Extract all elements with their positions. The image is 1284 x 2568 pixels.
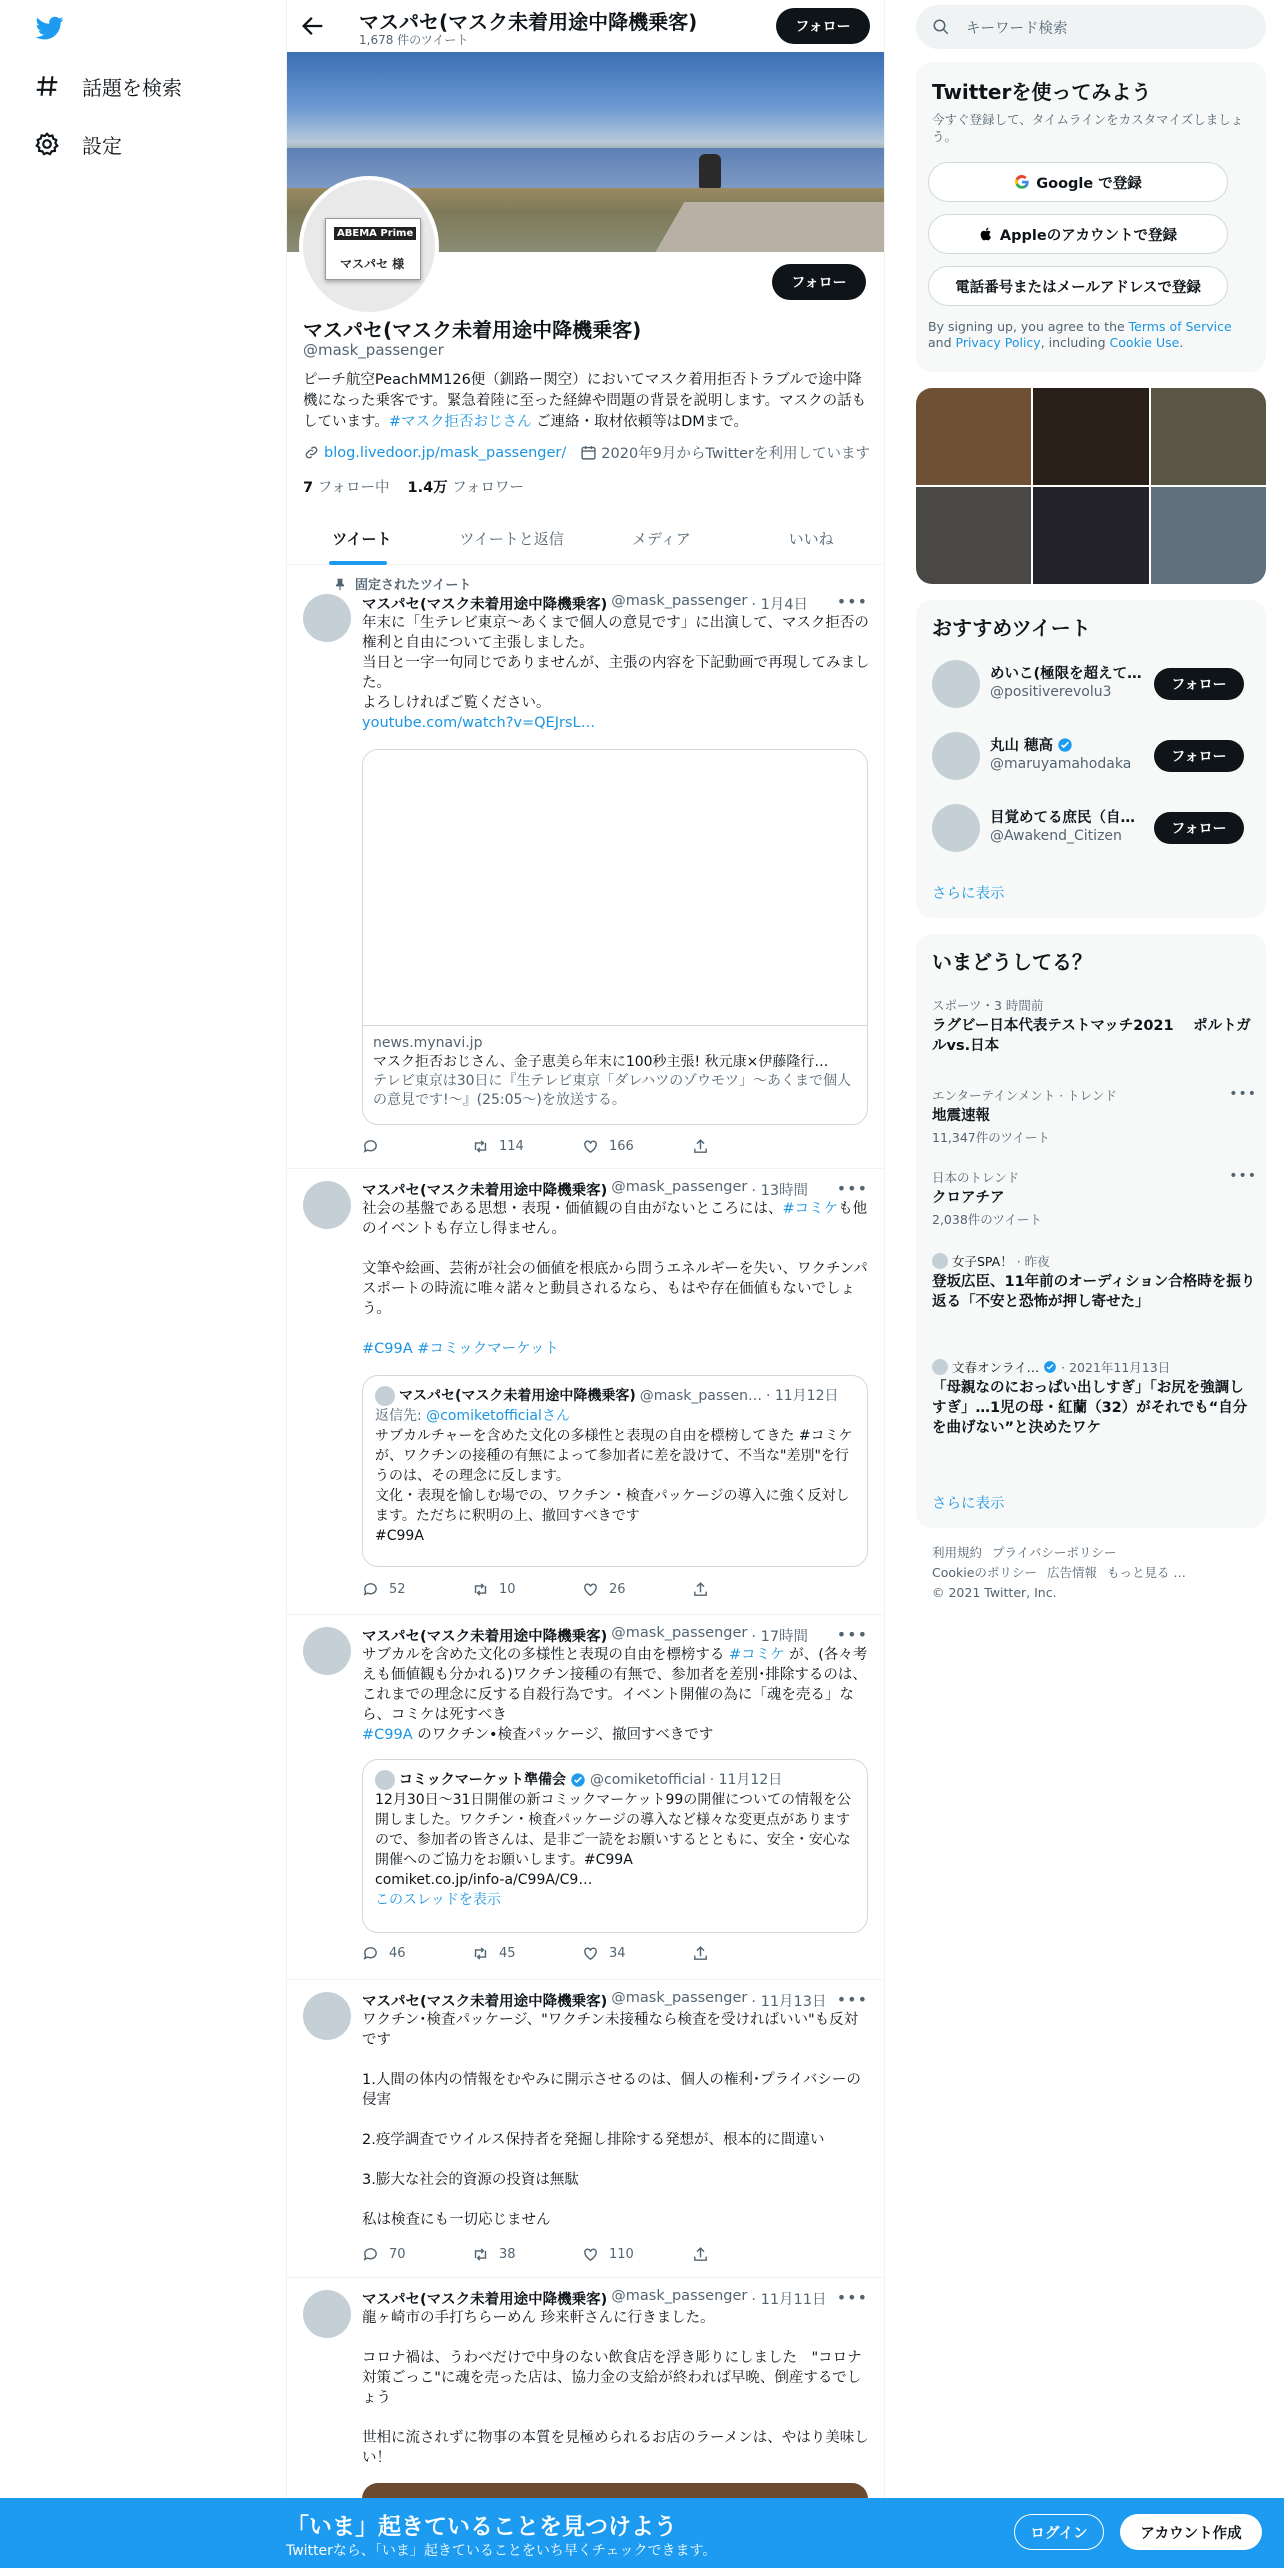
profile-handle: @mask_passenger (303, 341, 444, 359)
suggested-users-panel (916, 600, 1266, 918)
tweet-text: 社会の基盤である思想・表現・価値観の自由がないところには、#コミケも他のイベントも存立し得ません。 文筆や絵画、芸術が社会の価値を根底から問うエネルギーを失い、ワクチンパスポートの時流に唯々諾々と動員されるなら、もはや存在価値もないでしょう。 #C99A #コミックマーケット (362, 1201, 868, 1357)
trends-show-more-link[interactable]: さらに表示 (932, 1496, 1005, 1512)
apple-signup-button[interactable]: Appleのアカウントで登録 (928, 214, 1228, 254)
heart-icon (582, 1138, 599, 1155)
heart-icon (582, 2246, 599, 2263)
trend-title: 地震速報 (932, 1108, 990, 1124)
share-button[interactable] (692, 2246, 802, 2263)
trends-panel (916, 934, 1266, 1528)
quote-reply-to: 返信先: @comiketofficialさん (375, 1408, 570, 1424)
retweet-button[interactable]: 10 (472, 1581, 582, 1598)
suggested-user[interactable] (932, 800, 1262, 856)
trend-count: 11,347件のツイート (932, 1130, 1050, 1145)
tweet-author-handle[interactable]: @mask_passenger (611, 1625, 748, 1641)
tweet-more-icon[interactable]: ••• (836, 592, 868, 611)
like-button[interactable]: 26 (582, 1581, 692, 1598)
link-card-title: マスク拒否おじさん、金子恵美ら年末に100秒主張! 秋元康×伊藤隆行… (373, 1054, 829, 1070)
tweet-time[interactable]: · 11月13日 (751, 1994, 827, 2010)
footer-privacy-link[interactable]: プライバシーポリシー (992, 1545, 1117, 1560)
suggested-follow-button[interactable]: フォロー (1154, 812, 1244, 844)
quote-time: · 11月12日 (765, 1388, 839, 1404)
profile-media-grid (916, 388, 1266, 584)
twitter-logo-icon[interactable] (34, 14, 66, 42)
link-card-description: テレビ東京は30日に『生テレビ東京「ダレハツのゾウモツ」～あくまで個人の意見です!～』(25:05～)を放送する。 (373, 1073, 851, 1108)
tweet-avatar[interactable] (303, 1181, 351, 1229)
like-button[interactable]: 110 (582, 2246, 692, 2263)
like-button[interactable]: 166 (582, 1138, 692, 1155)
header-tweet-count: 1,678 件のツイート (359, 33, 469, 47)
tweet-author-name[interactable]: マスパセ(マスク未着用途中降機乗客) (362, 1629, 608, 1645)
suggested-user[interactable] (932, 728, 1262, 784)
retweet-button[interactable]: 114 (472, 1138, 582, 1155)
reply-icon (362, 1945, 379, 1962)
profile-follow-button[interactable]: フォロー (772, 264, 866, 300)
tweet-time[interactable]: · 17時間 (751, 1629, 809, 1645)
share-icon (692, 2246, 709, 2263)
suggested-handle: @Awakend_Citizen (990, 828, 1122, 844)
tweet-author-handle[interactable]: @mask_passenger (611, 1990, 748, 2006)
hashtag-link[interactable]: #コミケ (728, 1647, 785, 1663)
apple-icon (979, 226, 994, 242)
retweet-icon (472, 2246, 489, 2263)
left-nav (0, 0, 286, 2500)
profile-avatar[interactable] (299, 176, 439, 316)
verified-badge-icon (1057, 737, 1073, 753)
suggested-handle: @maruyamahodaka (990, 756, 1132, 772)
retweet-button[interactable]: 38 (472, 2246, 582, 2263)
hashtag-icon (34, 73, 60, 99)
quote-text: 12月30日～31日開催の新コミックマーケット99の開催についての情報を公開しました。ワクチン・検査パッケージの導入など様々な変更点がありますので、参加者の皆さんは、是非ご一読をお願いするとともに、安全・安心な開催へのご協力をお願いします。#C99A comiket.co.jp/info-a/C99A/C9… (375, 1792, 851, 1888)
reply-button[interactable] (362, 1138, 472, 1155)
header-profile-name: マスパセ(マスク未着用途中降機乗客) (359, 10, 698, 34)
tab-media[interactable]: メディア (631, 530, 691, 548)
reply-button[interactable]: 46 (362, 1945, 472, 1962)
footer-copyright: © 2021 Twitter, Inc. (932, 1585, 1057, 1600)
trend-item[interactable] (932, 1168, 1257, 1228)
google-icon (1014, 174, 1030, 190)
retweet-button[interactable]: 45 (472, 1945, 582, 1962)
share-icon (692, 1581, 709, 1598)
suggested-name: 目覚めてる庶民（自… (990, 810, 1135, 826)
share-icon (692, 1138, 709, 1155)
create-account-button[interactable]: アカウント作成 (1120, 2514, 1262, 2550)
reply-icon (362, 2246, 379, 2263)
quote-author-handle: @mask_passen… (639, 1388, 762, 1404)
quoted-tweet[interactable] (362, 1375, 868, 1567)
pinned-indicator: 固定されたツイート (333, 574, 471, 593)
media-thumbnail[interactable] (916, 388, 1031, 485)
nav-settings[interactable] (34, 124, 122, 164)
verified-badge-icon (1043, 1360, 1057, 1374)
reply-button[interactable]: 52 (362, 1581, 472, 1598)
reply-icon (362, 1138, 379, 1155)
pin-icon (333, 577, 347, 591)
show-thread-link[interactable]: このスレッドを表示 (375, 1892, 501, 1908)
trend-news-item[interactable] (932, 1252, 1257, 1312)
signup-terms: By signing up, you agree to the Terms of Service and Privacy Policy, including Cookie Use. (928, 319, 1232, 350)
footer-links (932, 1543, 1252, 1603)
hashtag-link[interactable]: #コミケ (782, 1201, 839, 1217)
link-card-image (363, 750, 867, 1026)
trend-meta: 日本のトレンド (932, 1170, 1020, 1185)
tweet-author-name[interactable]: マスパセ(マスク未着用途中降機乗客) (362, 597, 608, 613)
tweet-avatar[interactable] (303, 1627, 351, 1675)
tweet-avatar[interactable] (303, 594, 351, 642)
heart-icon (582, 1945, 599, 1962)
profile-tabs (287, 513, 885, 565)
tweet-author-handle[interactable]: @mask_passenger (611, 593, 748, 609)
suggested-follow-button[interactable]: フォロー (1154, 668, 1244, 700)
tweet-item[interactable] (287, 2278, 885, 2500)
calendar-icon (580, 444, 597, 461)
trend-meta: 女子SPA！ · 昨夜 (932, 1252, 1257, 1270)
footer-terms-link[interactable]: 利用規約 (932, 1545, 983, 1560)
suggested-avatar[interactable] (932, 660, 980, 708)
tweet-time[interactable]: · 11月11日 (751, 2292, 827, 2308)
suggested-name: めいこ(極限を超えて… (990, 666, 1142, 682)
tweet-link[interactable]: youtube.com/watch?v=QEJrsL… (362, 715, 596, 731)
quote-text: サブカルチャーを含めた文化の多様性と表現の自由を標榜してきた #コミケ が、ワクチンの接種の有無によって参加者に差を設けて、不当な"差別"を行うのは、その理念に反します。 文化・表現を愉しむ場での、ワクチン・検査パッケージの導入に強く反対します。ただちに釈明の上、撤回すべきです #C99A (375, 1428, 853, 1544)
quote-author-name: コミックマーケット準備会 (399, 1772, 567, 1788)
signup-subtitle: 今すぐ登録して、タイムラインをカスタマイズしましょう。 (932, 112, 1244, 144)
bottom-signup-bar (0, 2498, 1284, 2568)
nav-explore[interactable] (34, 66, 182, 106)
trend-item[interactable] (932, 1086, 1257, 1146)
trend-more-icon[interactable]: ••• (1229, 1168, 1257, 1184)
suggested-avatar[interactable] (932, 732, 980, 780)
suggested-show-more-link[interactable]: さらに表示 (932, 886, 1005, 902)
hashtag-link[interactable]: #C99A (362, 1727, 413, 1743)
tab-tweets-and-replies[interactable]: ツイートと返信 (459, 530, 564, 548)
hashtag-link[interactable]: #C99A #コミックマーケット (362, 1341, 559, 1357)
quote-avatar (375, 1770, 395, 1790)
gear-icon (34, 131, 60, 157)
profile-timeline (286, 0, 885, 2500)
signup-title: Twitterを使ってみよう (932, 80, 1152, 104)
tweet-more-icon[interactable]: ••• (836, 1990, 868, 2009)
search-icon (932, 18, 950, 36)
share-button[interactable] (692, 1581, 802, 1598)
reply-button[interactable]: 70 (362, 2246, 472, 2263)
suggested-title: おすすめツイート (932, 616, 1091, 640)
profile-joined-date: 2020年9月からTwitterを利用しています (601, 446, 871, 462)
trend-count: 2,038件のツイート (932, 1212, 1042, 1227)
tweet-time[interactable]: · 13時間 (751, 1183, 809, 1199)
reply-icon (362, 1581, 379, 1598)
trend-meta: 文春オンライ… · 2021年11月13日 (932, 1358, 1257, 1376)
verified-badge-icon (570, 1772, 586, 1788)
privacy-policy-link[interactable]: Privacy Policy (955, 335, 1041, 350)
back-arrow-icon[interactable] (299, 12, 327, 40)
search-placeholder: キーワード検索 (966, 20, 1068, 37)
share-icon (692, 1945, 709, 1962)
google-signup-button[interactable]: Google で登録 (928, 162, 1228, 202)
signup-panel (916, 62, 1266, 372)
tweet-item[interactable] (287, 566, 885, 1169)
footer-cookie-link[interactable]: Cookieのポリシー (932, 1565, 1037, 1580)
share-button[interactable] (692, 1138, 802, 1155)
tweet-avatar[interactable] (303, 1992, 351, 2040)
tweet-author-name[interactable]: マスパセ(マスク未着用途中降機乗客) (362, 2292, 608, 2308)
media-thumbnail[interactable] (1033, 487, 1148, 584)
media-thumbnail[interactable] (1151, 388, 1266, 485)
tweet-item[interactable] (287, 1980, 885, 2278)
login-button[interactable]: ログイン (1014, 2514, 1104, 2550)
profile-bio: ピーチ航空PeachMM126便（釧路ー関空）においてマスク着用拒否トラブルで途中降機になった乗客です。緊急着陸に至った経緯や問題の背景を説明します。マスクの話もしています。#マスク拒否おじさん ご連絡・取材依頼等はDMまで。 (303, 372, 867, 430)
tweet-actions (362, 1581, 802, 1598)
source-avatar (932, 1359, 948, 1375)
link-card-domain: news.mynavi.jp (373, 1035, 483, 1051)
profile-name: マスパセ(マスク未着用途中降機乗客) (303, 318, 642, 342)
tweet-more-icon[interactable]: ••• (836, 1625, 868, 1644)
tweet-actions (362, 1945, 802, 1962)
bottom-bar-title: 「いま」起きていることを見つけよう (286, 2514, 677, 2540)
trends-title: いまどうしてる？ (932, 950, 1092, 974)
tweet-item[interactable] (287, 1169, 885, 1615)
quote-author-handle: @comiketofficial (590, 1772, 706, 1788)
media-thumbnail[interactable] (1151, 487, 1266, 584)
tweet-text: 年末に「生テレビ東京〜あくまで個人の意見です」に出演して、マスク拒否の権利と自由について主張しました。 当日と一字一句同じでありませんが、主張の内容を下記動画で再現してみました。 よろしければご覧ください。 (362, 615, 870, 711)
header-follow-button[interactable]: フォロー (776, 8, 870, 44)
footer-ads-link[interactable]: 広告情報 (1046, 1565, 1097, 1580)
tweet-author-handle[interactable]: @mask_passenger (611, 2288, 748, 2304)
source-avatar (932, 1253, 948, 1269)
tab-tweets[interactable]: ツイート (287, 513, 437, 564)
tweet-text: サブカルを含めた文化の多様性と表現の自由を標榜する #コミケ が、(各々考えも価値観も分かれる)ワクチン接種の有無で、参加者を差別･排除するのは、これまでの理念に反する自殺行為です。イベント開催の為に「魂を売る」なら、コミケは死すべき #C99A のワクチン•検査パッケージ、撤回すべきです (362, 1647, 868, 1743)
trend-more-icon[interactable]: ••• (1229, 1086, 1257, 1102)
link-preview-card[interactable] (362, 749, 868, 1125)
tweet-actions (362, 1138, 802, 1155)
trend-news-item[interactable] (932, 1358, 1257, 1438)
followers-link[interactable]: 1.4万 フォロワー (407, 480, 525, 496)
tab-likes[interactable]: いいね (788, 530, 834, 548)
trend-title: 登坂広臣、11年前のオーディション合格時を振り返る「不安と恐怖が押し寄せた」 (932, 1274, 1256, 1310)
quote-time: · 11月12日 (709, 1772, 783, 1788)
share-button[interactable] (692, 1945, 802, 1962)
tweet-actions (362, 2246, 802, 2263)
media-thumbnail[interactable] (916, 487, 1031, 584)
profile-header-bar (287, 0, 885, 52)
terms-of-service-link[interactable]: Terms of Service (1128, 319, 1232, 334)
trend-title: クロアチア (932, 1190, 1005, 1206)
tweet-author-handle[interactable]: @mask_passenger (611, 1179, 748, 1195)
link-icon (303, 444, 320, 461)
tweet-text: ワクチン･検査パッケージ、"ワクチン未接種なら検査を受ければいい"も反対です 1.人間の体内の情報をむやみに開示させるのは、個人の権利･プライバシーの侵害 2.疫学調査でウイルス保持者を発掘し排除する発想が、根本的に間違い 3.膨大な社会的資源の投資は無駄 私は検査にも一切応じません (362, 2012, 861, 2228)
quote-avatar (375, 1386, 395, 1406)
trend-meta: スポーツ・3 時間前 (932, 998, 1044, 1013)
nav-settings-label: 設定 (82, 133, 122, 158)
bottom-bar-subtitle: Twitterなら、「いま」起きていることをいち早くチェックできます。 (286, 2543, 717, 2559)
tweet-avatar[interactable] (303, 2290, 351, 2338)
retweet-icon (472, 1945, 489, 1962)
suggested-handle: @positiverevolu3 (990, 684, 1112, 700)
tweet-more-icon[interactable]: ••• (836, 1179, 868, 1198)
heart-icon (582, 1581, 599, 1598)
suggested-follow-button[interactable]: フォロー (1154, 740, 1244, 772)
tweet-text: 龍ヶ崎市の手打ちらーめん 珍来軒さんに行きました。 コロナ禍は、うわべだけで中身のない飲食店を浮き彫りにしました "コロナ対策ごっこ"に魂を売った店は、協力金の支給が終われば早晩、倒産するでしょう 世相に流されずに物事の本質を見極められるお店のラーメンは、やはり美味しい！ (362, 2310, 869, 2466)
avatar-card-text: マスパセ 様 (340, 257, 405, 271)
profile-website-link[interactable]: blog.livedoor.jp/mask_passenger/ (324, 444, 567, 461)
like-button[interactable]: 34 (582, 1945, 692, 1962)
trend-item[interactable] (932, 996, 1257, 1056)
suggested-user[interactable] (932, 656, 1262, 712)
search-bar[interactable] (916, 5, 1266, 49)
following-link[interactable]: 7 フォロー中 (303, 480, 390, 496)
avatar-badge-text: ABEMA Prime (334, 227, 416, 240)
trend-title: ラグビー日本代表テストマッチ2021 ポルトガルvs.日本 (932, 1018, 1251, 1054)
media-thumbnail[interactable] (1033, 388, 1148, 485)
quote-author-name: マスパセ(マスク未着用途中降機乗客) (399, 1388, 636, 1404)
profile-stats (303, 476, 524, 497)
footer-more-link[interactable]: もっと見る … (1106, 1565, 1186, 1580)
tweet-author-name[interactable]: マスパセ(マスク未着用途中降機乗客) (362, 1183, 608, 1199)
cookie-use-link[interactable]: Cookie Use (1109, 335, 1180, 350)
nav-explore-label: 話題を検索 (82, 75, 182, 100)
suggested-avatar[interactable] (932, 804, 980, 852)
bio-hashtag-link[interactable]: #マスク拒否おじさん (388, 414, 532, 430)
tweet-item[interactable] (287, 1615, 885, 1980)
trend-title: 「母親なのにおっぱい出しすぎ」「お尻を強調しすぎ」…1児の母・紅蘭（32）がそれでも“自分を曲げない”と決めたワケ (932, 1380, 1248, 1436)
retweet-icon (472, 1138, 489, 1155)
tweet-more-icon[interactable]: ••• (836, 2288, 868, 2307)
retweet-icon (472, 1581, 489, 1598)
phone-email-signup-button[interactable]: 電話番号またはメールアドレスで登録 (928, 266, 1228, 306)
suggested-name: 丸山 穂高 (990, 734, 1150, 755)
quoted-tweet[interactable] (362, 1759, 868, 1933)
profile-meta (303, 442, 870, 463)
tweet-time[interactable]: · 1月4日 (751, 597, 809, 613)
trend-meta: エンターテインメント · トレンド (932, 1088, 1117, 1103)
tweet-author-name[interactable]: マスパセ(マスク未着用途中降機乗客) (362, 1994, 608, 2010)
